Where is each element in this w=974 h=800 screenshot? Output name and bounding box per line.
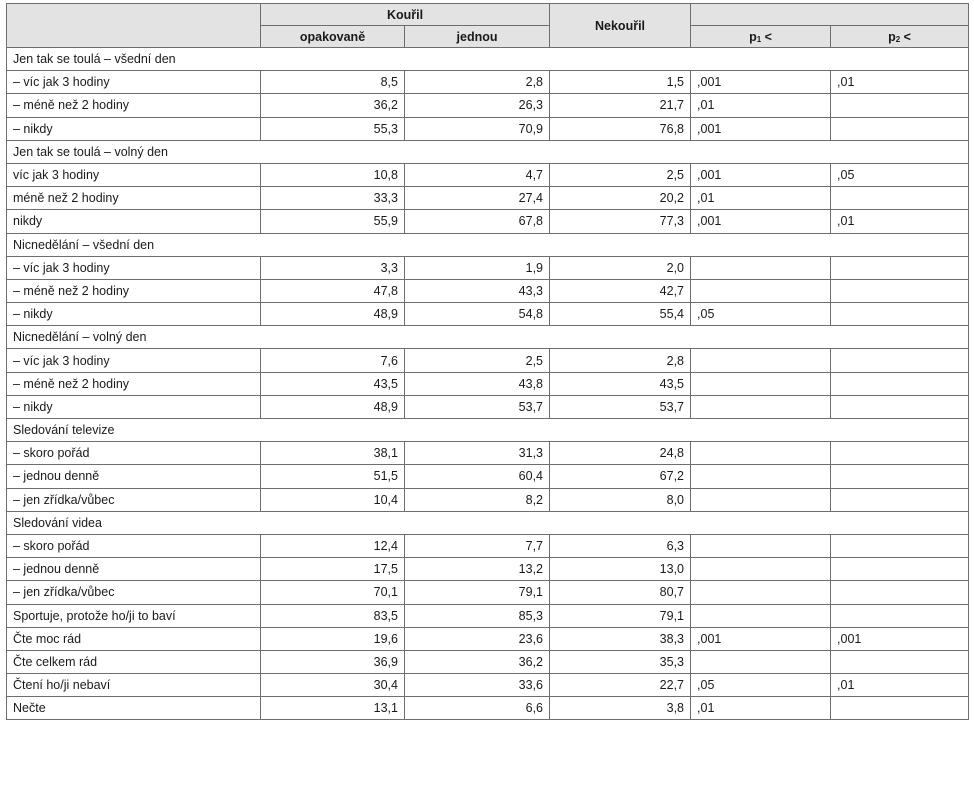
row-label: – nikdy (7, 395, 261, 418)
row-label: – méně než 2 hodiny (7, 279, 261, 302)
value-once: 53,7 (405, 395, 550, 418)
header-p1-letter: p (749, 29, 757, 44)
value-once: 60,4 (405, 465, 550, 488)
value-p2 (831, 442, 969, 465)
row-label: – méně než 2 hodiny (7, 94, 261, 117)
value-repeated: 10,4 (261, 488, 405, 511)
section-spacer (261, 140, 969, 163)
value-p2 (831, 697, 969, 720)
section-title: Sledování televize (7, 419, 261, 442)
row-label: Čte celkem rád (7, 650, 261, 673)
section-row (7, 511, 969, 534)
value-repeated: 33,3 (261, 187, 405, 210)
header-repeated: opakovaně (261, 26, 405, 48)
table-row (7, 349, 969, 372)
value-p1 (691, 488, 831, 511)
value-once: 36,2 (405, 650, 550, 673)
value-p1 (691, 395, 831, 418)
value-p2: ,01 (831, 210, 969, 233)
value-nonsmoker: 2,8 (550, 349, 691, 372)
value-once: 26,3 (405, 94, 550, 117)
value-p1 (691, 256, 831, 279)
table-row (7, 303, 969, 326)
value-p2 (831, 94, 969, 117)
section-row (7, 326, 969, 349)
value-once: 23,6 (405, 627, 550, 650)
value-nonsmoker: 79,1 (550, 604, 691, 627)
value-nonsmoker: 3,8 (550, 697, 691, 720)
section-spacer (261, 326, 969, 349)
row-label: víc jak 3 hodiny (7, 163, 261, 186)
value-nonsmoker: 20,2 (550, 187, 691, 210)
value-p1: ,001 (691, 117, 831, 140)
value-p1: ,05 (691, 674, 831, 697)
value-nonsmoker: 43,5 (550, 372, 691, 395)
header-p2 (831, 26, 969, 48)
value-p1 (691, 465, 831, 488)
table-row (7, 558, 969, 581)
value-p1: ,01 (691, 94, 831, 117)
value-once: 43,8 (405, 372, 550, 395)
header-p1 (691, 26, 831, 48)
row-label: – jednou denně (7, 558, 261, 581)
value-nonsmoker: 13,0 (550, 558, 691, 581)
value-repeated: 17,5 (261, 558, 405, 581)
value-nonsmoker: 8,0 (550, 488, 691, 511)
value-p2 (831, 372, 969, 395)
value-p2 (831, 650, 969, 673)
value-repeated: 7,6 (261, 349, 405, 372)
value-repeated: 19,6 (261, 627, 405, 650)
value-nonsmoker: 21,7 (550, 94, 691, 117)
table-row (7, 442, 969, 465)
value-repeated: 38,1 (261, 442, 405, 465)
row-label: – skoro pořád (7, 442, 261, 465)
value-p1 (691, 650, 831, 673)
value-once: 6,6 (405, 697, 550, 720)
header-once: jednou (405, 26, 550, 48)
table-row (7, 627, 969, 650)
table-body (7, 48, 969, 720)
value-nonsmoker: 80,7 (550, 581, 691, 604)
section-title: Sledování videa (7, 511, 261, 534)
table-row (7, 581, 969, 604)
row-label: Nečte (7, 697, 261, 720)
row-label: – jen zřídka/vůbec (7, 488, 261, 511)
table-container (6, 3, 969, 720)
row-label: nikdy (7, 210, 261, 233)
value-repeated: 51,5 (261, 465, 405, 488)
value-nonsmoker: 6,3 (550, 534, 691, 557)
header-nonsmoker: Nekouřil (550, 4, 691, 48)
value-p2 (831, 349, 969, 372)
value-p2 (831, 488, 969, 511)
value-p2 (831, 117, 969, 140)
value-once: 4,7 (405, 163, 550, 186)
value-repeated: 48,9 (261, 395, 405, 418)
table-row (7, 488, 969, 511)
value-p2 (831, 604, 969, 627)
value-once: 85,3 (405, 604, 550, 627)
value-nonsmoker: 67,2 (550, 465, 691, 488)
table-row (7, 395, 969, 418)
value-repeated: 3,3 (261, 256, 405, 279)
value-p1: ,01 (691, 187, 831, 210)
row-label: – nikdy (7, 303, 261, 326)
value-once: 67,8 (405, 210, 550, 233)
value-nonsmoker: 22,7 (550, 674, 691, 697)
value-once: 54,8 (405, 303, 550, 326)
value-p2 (831, 187, 969, 210)
value-p1: ,001 (691, 163, 831, 186)
value-repeated: 55,9 (261, 210, 405, 233)
value-once: 8,2 (405, 488, 550, 511)
value-p2 (831, 465, 969, 488)
section-title: Nicnedělání – všední den (7, 233, 261, 256)
value-repeated: 43,5 (261, 372, 405, 395)
value-p1 (691, 349, 831, 372)
value-repeated: 70,1 (261, 581, 405, 604)
value-repeated: 55,3 (261, 117, 405, 140)
value-repeated: 8,5 (261, 71, 405, 94)
section-spacer (261, 511, 969, 534)
row-label: – méně než 2 hodiny (7, 372, 261, 395)
row-label: – víc jak 3 hodiny (7, 256, 261, 279)
value-p2 (831, 395, 969, 418)
value-nonsmoker: 2,5 (550, 163, 691, 186)
value-p1 (691, 442, 831, 465)
row-label: Sportuje, protože ho/ji to baví (7, 604, 261, 627)
value-repeated: 47,8 (261, 279, 405, 302)
value-p2: ,01 (831, 71, 969, 94)
value-nonsmoker: 53,7 (550, 395, 691, 418)
value-p1: ,001 (691, 71, 831, 94)
value-repeated: 48,9 (261, 303, 405, 326)
row-label: – víc jak 3 hodiny (7, 349, 261, 372)
header-pvalue-group (691, 4, 969, 26)
value-p1: ,05 (691, 303, 831, 326)
value-repeated: 13,1 (261, 697, 405, 720)
section-title: Jen tak se toulá – volný den (7, 140, 261, 163)
value-nonsmoker: 77,3 (550, 210, 691, 233)
value-p2 (831, 256, 969, 279)
row-label: – jen zřídka/vůbec (7, 581, 261, 604)
value-once: 2,5 (405, 349, 550, 372)
header-p1-subscript: 1 (756, 34, 762, 44)
table-row (7, 187, 969, 210)
value-p2 (831, 303, 969, 326)
section-spacer (261, 48, 969, 71)
value-p1: ,001 (691, 627, 831, 650)
statistics-table (6, 3, 969, 720)
value-once: 33,6 (405, 674, 550, 697)
value-repeated: 30,4 (261, 674, 405, 697)
value-p2: ,05 (831, 163, 969, 186)
value-once: 1,9 (405, 256, 550, 279)
section-row (7, 233, 969, 256)
row-label: méně než 2 hodiny (7, 187, 261, 210)
row-label: – skoro pořád (7, 534, 261, 557)
row-label: – víc jak 3 hodiny (7, 71, 261, 94)
value-repeated: 10,8 (261, 163, 405, 186)
value-nonsmoker: 38,3 (550, 627, 691, 650)
value-once: 7,7 (405, 534, 550, 557)
table-row (7, 163, 969, 186)
value-p2 (831, 534, 969, 557)
value-repeated: 12,4 (261, 534, 405, 557)
value-p2: ,01 (831, 674, 969, 697)
value-p2: ,001 (831, 627, 969, 650)
row-label: – jednou denně (7, 465, 261, 488)
value-p1 (691, 372, 831, 395)
value-once: 70,9 (405, 117, 550, 140)
value-nonsmoker: 42,7 (550, 279, 691, 302)
table-row (7, 94, 969, 117)
value-nonsmoker: 55,4 (550, 303, 691, 326)
value-nonsmoker: 35,3 (550, 650, 691, 673)
value-once: 27,4 (405, 187, 550, 210)
value-p2 (831, 581, 969, 604)
section-title: Nicnedělání – volný den (7, 326, 261, 349)
section-spacer (261, 419, 969, 442)
table-row (7, 534, 969, 557)
header-p1-operator: < (761, 29, 772, 44)
value-p1 (691, 279, 831, 302)
table-row (7, 650, 969, 673)
table-row (7, 210, 969, 233)
table-row (7, 674, 969, 697)
header-p2-operator: < (900, 29, 911, 44)
value-p1: ,001 (691, 210, 831, 233)
table-row (7, 697, 969, 720)
value-nonsmoker: 1,5 (550, 71, 691, 94)
value-p1 (691, 534, 831, 557)
value-nonsmoker: 24,8 (550, 442, 691, 465)
section-row (7, 140, 969, 163)
value-p1 (691, 581, 831, 604)
header-p2-subscript: 2 (895, 34, 901, 44)
value-once: 13,2 (405, 558, 550, 581)
value-repeated: 36,9 (261, 650, 405, 673)
value-nonsmoker: 2,0 (550, 256, 691, 279)
section-row (7, 419, 969, 442)
section-title: Jen tak se toulá – všední den (7, 48, 261, 71)
table-row (7, 117, 969, 140)
value-p1 (691, 558, 831, 581)
row-label: Čte moc rád (7, 627, 261, 650)
value-once: 31,3 (405, 442, 550, 465)
table-header (7, 4, 969, 48)
header-group-smoked: Kouřil (261, 4, 550, 26)
table-row (7, 604, 969, 627)
value-once: 2,8 (405, 71, 550, 94)
section-spacer (261, 233, 969, 256)
row-label: Čtení ho/ji nebaví (7, 674, 261, 697)
header-p2-letter: p (888, 29, 896, 44)
table-row (7, 279, 969, 302)
row-label: – nikdy (7, 117, 261, 140)
table-row (7, 465, 969, 488)
value-p1 (691, 604, 831, 627)
value-repeated: 36,2 (261, 94, 405, 117)
value-p1: ,01 (691, 697, 831, 720)
header-corner-cell (7, 4, 261, 48)
value-once: 79,1 (405, 581, 550, 604)
value-p2 (831, 279, 969, 302)
value-nonsmoker: 76,8 (550, 117, 691, 140)
table-row (7, 256, 969, 279)
value-repeated: 83,5 (261, 604, 405, 627)
value-p2 (831, 558, 969, 581)
table-row (7, 372, 969, 395)
value-once: 43,3 (405, 279, 550, 302)
table-row (7, 71, 969, 94)
section-row (7, 48, 969, 71)
